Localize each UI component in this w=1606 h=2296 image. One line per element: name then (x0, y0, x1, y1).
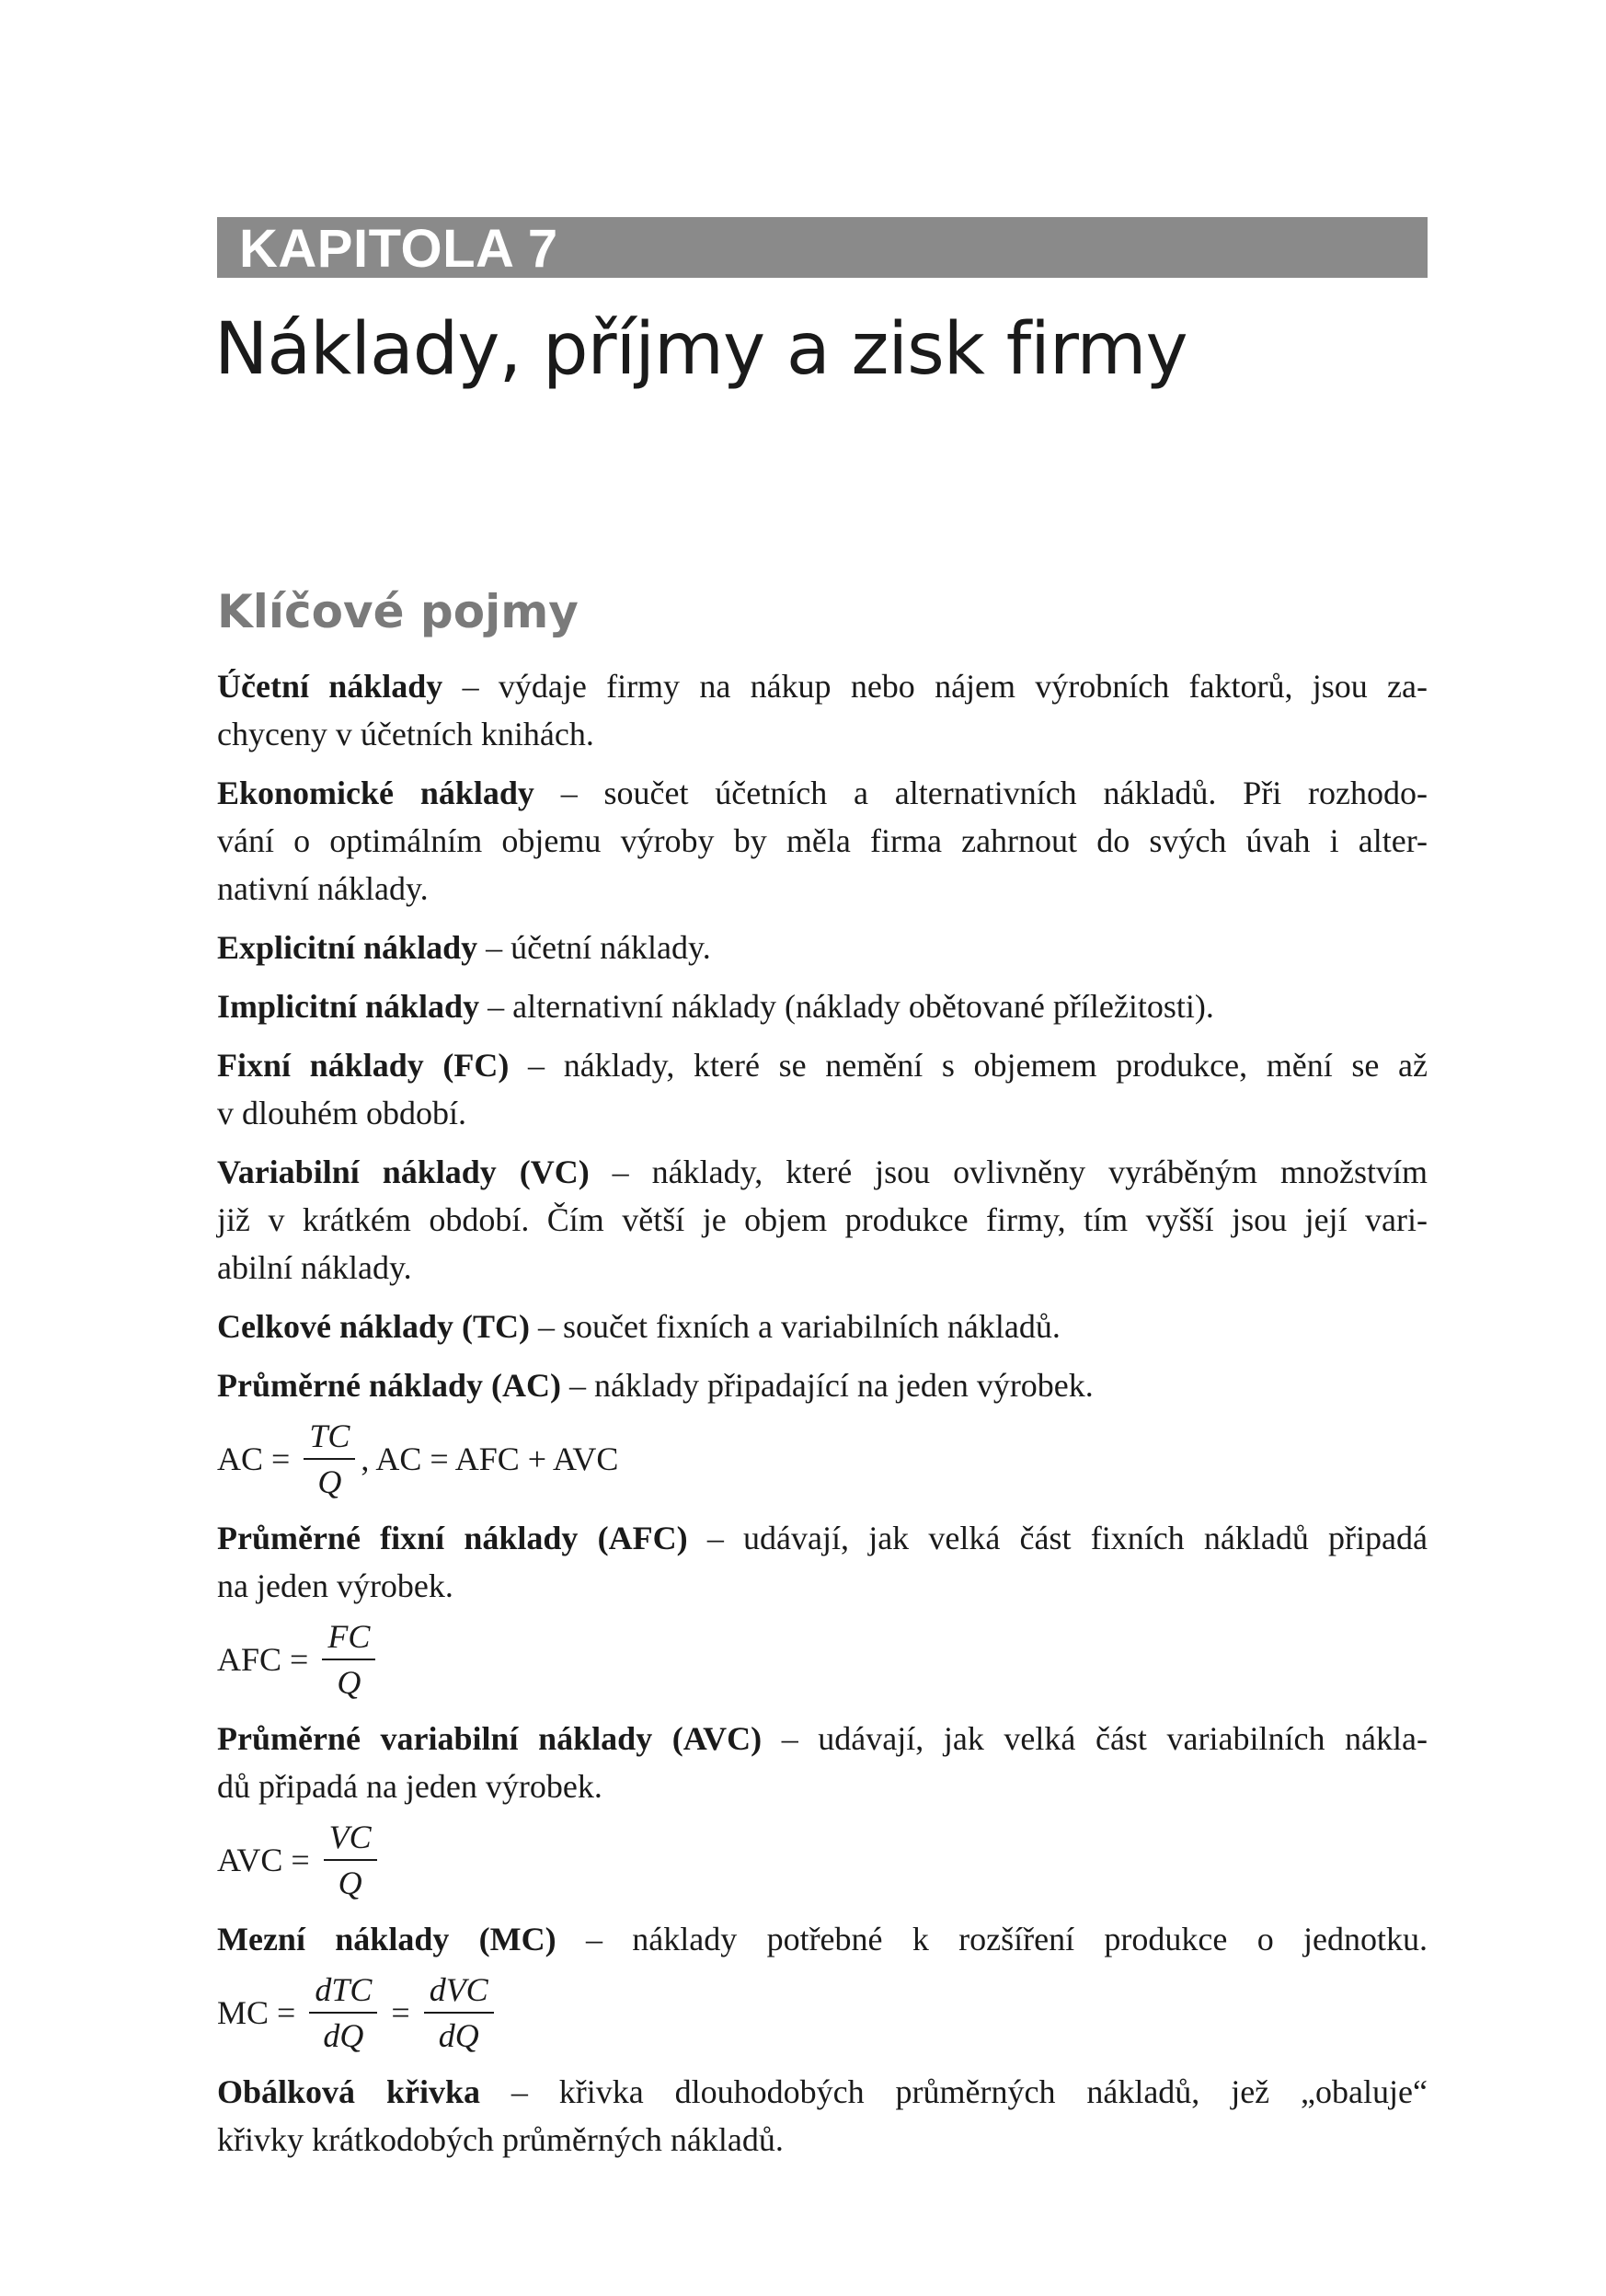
term-definition: – náklady připadající na jeden výrobek. (560, 1367, 1094, 1404)
term-definition: – náklady potřebné k rozšíření produkce o jednotku. (556, 1921, 1428, 1957)
term-name: Mezní náklady (MC) (217, 1921, 556, 1957)
term-definition: – náklady, které se nemění s objemem produkce, mění se až (509, 1047, 1428, 1084)
term-ekonomicke-naklady (217, 769, 1428, 913)
term-definition: dů připadá na jeden výrobek. (217, 1768, 602, 1805)
formula-mc (217, 1967, 1428, 2059)
term-name: Obálková křivka (217, 2073, 480, 2110)
term-name: Průměrné variabilní náklady (AVC) (217, 1720, 763, 1757)
term-name: Průměrné fixní náklady (AFC) (217, 1520, 688, 1556)
formula-lhs: MC = (217, 1994, 304, 2031)
formula-ac (217, 1413, 1428, 1505)
formula-lhs: AC = (217, 1441, 299, 1477)
term-ucetni-naklady (217, 662, 1428, 758)
term-definition: – náklady, které jsou ovlivněny vyráběným množstvím (589, 1154, 1428, 1190)
denominator: Q (337, 1664, 361, 1701)
term-explicitni-naklady (217, 924, 1428, 971)
equals-sign: = (383, 1994, 419, 2031)
term-name: Celkové náklady (TC) (217, 1308, 531, 1345)
term-implicitni-naklady (217, 982, 1428, 1030)
term-definition: chyceny v účetních knihách. (217, 716, 594, 752)
term-definition: – křivka dlouhodobých průměrných nákladů, jež „obaluje“ (479, 2073, 1428, 2110)
term-name: Fixní náklady (FC) (217, 1047, 510, 1084)
term-mezni-naklady (217, 1915, 1428, 1963)
term-variabilni-naklady (217, 1148, 1428, 1292)
denominator: dQ (438, 2017, 479, 2054)
term-definition: – udávají, jak velká část variabilních nákla- (762, 1720, 1428, 1757)
denominator: Q (338, 1865, 362, 1901)
chapter-label-bar (217, 217, 1428, 278)
formula-lhs: AFC = (217, 1641, 317, 1678)
term-fixni-naklady (217, 1041, 1428, 1137)
term-prumerne-fixni-naklady (217, 1514, 1428, 1610)
term-definition: abilní náklady. (217, 1249, 412, 1286)
chapter-title: Náklady, příjmy a zisk firmy (214, 308, 1187, 391)
term-definition: v dlouhém období. (217, 1095, 466, 1131)
chapter-label: KAPITOLA 7 (239, 219, 558, 279)
term-definition: nativní náklady. (217, 870, 429, 907)
term-prumerne-naklady (217, 1361, 1428, 1409)
numerator: FC (322, 1620, 375, 1660)
term-definition: již v krátkém období. Čím větší je objem produkce firmy, tím vyšší jsou její vari- (217, 1201, 1428, 1238)
formula-avc (217, 1814, 1428, 1906)
term-name: Ekonomické náklady (217, 775, 534, 811)
term-definition: – udávají, jak velká část fixních nákladů připadá (687, 1520, 1428, 1556)
term-obalkova-krivka (217, 2068, 1428, 2164)
term-definition: – výdaje firmy na nákup nebo nájem výrobních faktorů, jsou za- (442, 668, 1428, 705)
term-name: Účetní náklady (217, 668, 443, 705)
fraction (304, 1419, 355, 1498)
formula-afc (217, 1613, 1428, 1705)
term-definition: na jeden výrobek. (217, 1567, 453, 1604)
term-definition: vání o optimálním objemu výroby by měla firma zahrnout do svých úvah i alter- (217, 822, 1428, 859)
term-definition: – účetní náklady. (477, 929, 711, 966)
formula-lhs: AVC = (217, 1842, 318, 1878)
fraction (424, 1973, 494, 2052)
denominator: dQ (323, 2017, 364, 2054)
fraction (324, 1820, 377, 1900)
denominator: Q (317, 1464, 342, 1500)
numerator: TC (304, 1419, 355, 1460)
term-prumerne-variabilni-naklady (217, 1715, 1428, 1810)
term-celkove-naklady (217, 1303, 1428, 1350)
numerator: dVC (424, 1973, 494, 2014)
term-name: Implicitní náklady (217, 988, 480, 1025)
fraction (309, 1973, 377, 2052)
fraction (322, 1620, 375, 1699)
term-name: Explicitní náklady (217, 929, 478, 966)
term-definition: – alternativní náklady (náklady obětované příležitosti). (479, 988, 1214, 1025)
term-name: Průměrné náklady (AC) (217, 1367, 561, 1404)
term-name: Variabilní náklady (VC) (217, 1154, 590, 1190)
term-definition: – součet účetních a alternativních nákladů. Při rozhodo- (533, 775, 1428, 811)
formula-rhs: , AC = AFC + AVC (361, 1441, 619, 1477)
key-terms-list (217, 662, 1428, 2175)
section-heading: Klíčové pojmy (217, 585, 579, 638)
numerator: dTC (309, 1973, 377, 2014)
term-definition: – součet fixních a variabilních nákladů. (530, 1308, 1061, 1345)
term-definition: křivky krátkodobých průměrných nákladů. (217, 2121, 784, 2158)
numerator: VC (324, 1820, 377, 1861)
